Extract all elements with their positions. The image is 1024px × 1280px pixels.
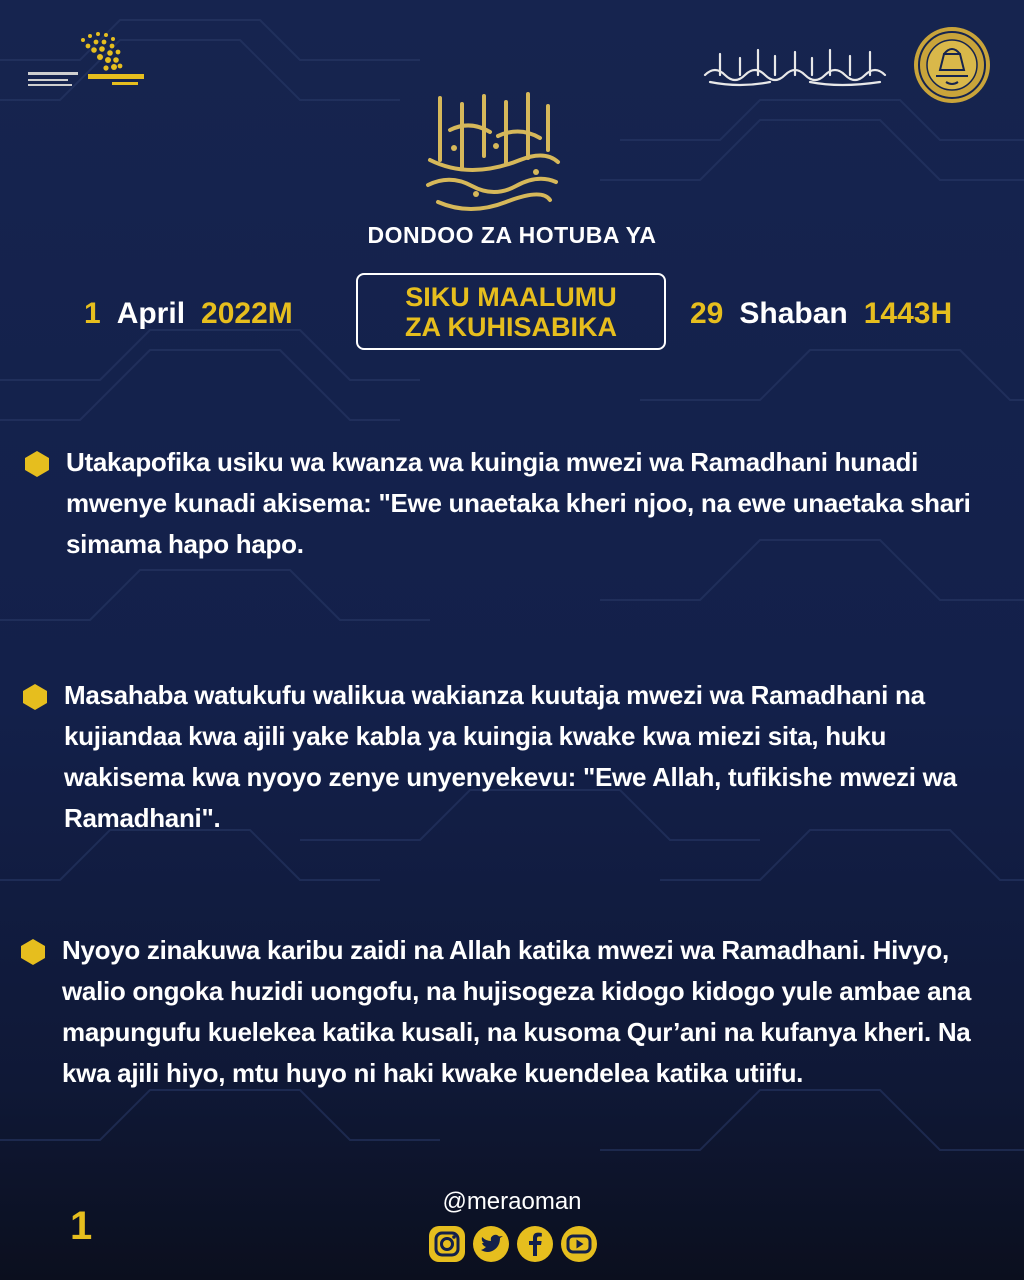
- title-line-1: SIKU MAALUMU: [405, 281, 617, 312]
- subtitle: DONDOO ZA HOTUBA YA: [367, 222, 657, 248]
- hijri-date: [690, 290, 968, 338]
- point-text: Nyoyo zinakuwa karibu zaidi na Allah katika mwezi wa Ramadhani. Hivyo, walio ongoka huzidi uongofu, na hujisogeza kidogo kidogo yule ambae ana mapungufu kuelekea katika kusali, na kusoma Qur’ani na kufanya kheri. Na kwa ajili hiyo, mtu huyo ni haki kwake kuendelea katika utiifu.: [62, 935, 971, 1088]
- title-line-2: ZA KUHISABIKA: [405, 311, 617, 342]
- instagram-icon[interactable]: [428, 1225, 466, 1263]
- twitter-icon[interactable]: [472, 1225, 510, 1263]
- hexagon-bullet-icon: [20, 682, 50, 712]
- social-handle: @meraoman: [442, 1188, 582, 1215]
- ministry-emblem-icon: [906, 24, 998, 106]
- youtube-icon[interactable]: [560, 1225, 598, 1263]
- hijri-year: 1443H: [863, 297, 953, 330]
- khutba-calligraphy: [410, 90, 570, 220]
- gregorian-month: April: [116, 297, 186, 330]
- facebook-icon[interactable]: [516, 1225, 554, 1263]
- point-text: Masahaba watukufu walikua wakianza kuutaja mwezi wa Ramadhani na kujiandaa kwa ajili yake kabla ya kuingia kwake kwa miezi sita, huku wakisema kwa nyoyo zenye unyenyekevu: "Ewe Allah, tufikishe mwezi wa Ramadhani".: [64, 680, 957, 833]
- gregorian-day: 1: [84, 297, 101, 330]
- hijri-day: 29: [690, 297, 724, 330]
- point-text: Utakapofika usiku wa kwanza wa kuingia mwezi wa Ramadhani hunadi mwenye kunadi akisema: "Ewe unaetaka kheri njoo, na ewe unaetaka shari simama hapo hapo.: [66, 447, 971, 559]
- gregorian-year: 2022M: [201, 297, 293, 330]
- social-icons: [428, 1225, 598, 1263]
- gregorian-date: [84, 290, 309, 338]
- ministry-arabic-name: [700, 40, 895, 90]
- title-box: [356, 273, 666, 350]
- oman-vision-2040-logo: [28, 22, 148, 102]
- point-item: [18, 930, 998, 1094]
- hijri-month: Shaban: [739, 297, 848, 330]
- point-item: [22, 442, 997, 565]
- page-number: 1: [70, 1204, 93, 1248]
- hexagon-bullet-icon: [22, 449, 52, 479]
- hexagon-bullet-icon: [18, 937, 48, 967]
- point-item: [20, 675, 995, 839]
